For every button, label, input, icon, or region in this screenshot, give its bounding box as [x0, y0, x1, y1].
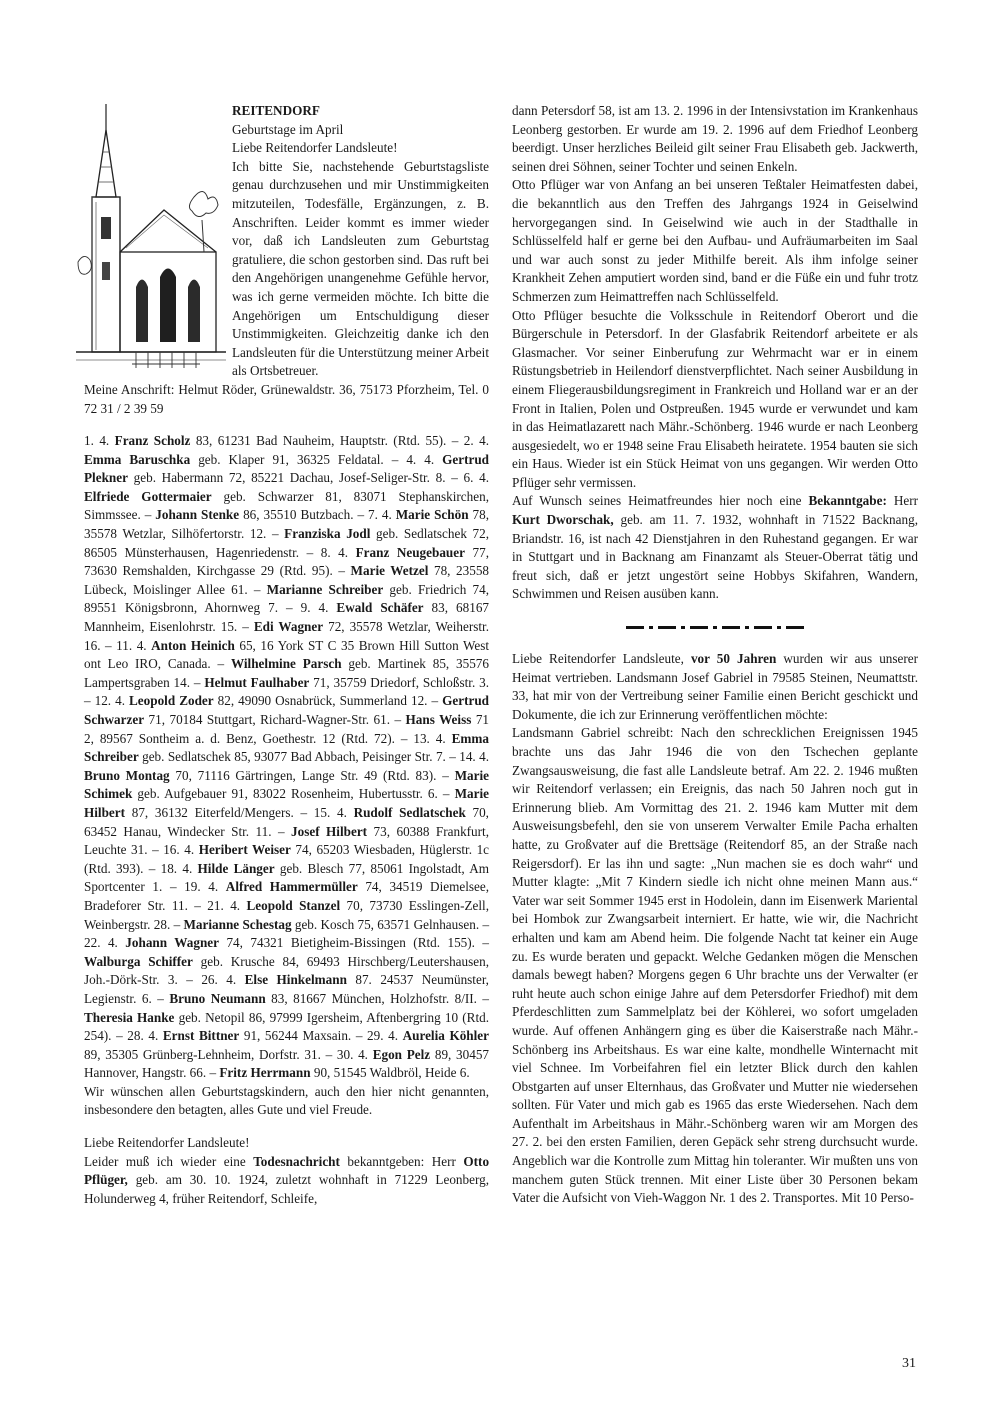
birthday-details: geb. Klaper 91, 36325 Feldatal.: [190, 451, 392, 467]
announcement-text-mid: Herr: [893, 493, 919, 509]
birthday-date: –: [442, 767, 455, 783]
birthday-name: Marie Hilbert: [84, 786, 489, 820]
birthday-date: –: [431, 693, 443, 709]
birthday-name: Aurelia Köhler: [402, 1028, 490, 1044]
birthday-name: Anton Heinich: [151, 637, 235, 653]
announcement-text-pre: Auf Wunsch seines Heimatfreundes hier noch eine: [512, 493, 802, 509]
obituary-text-mid: bekanntgeben: Herr: [347, 1153, 456, 1169]
birthday-date: – 30. 4.: [325, 1046, 373, 1062]
church-icon: [76, 102, 226, 372]
birthday-details: 83, 68167 Mannheim, Eisenlohrstr. 15.: [84, 600, 490, 635]
birthday-name: Leopold Zoder: [129, 693, 214, 709]
birthday-date: – 21. 4.: [194, 897, 247, 913]
birthday-details: 74, 74321 Bietigheim-Bissingen (Rtd. 155).: [219, 935, 483, 951]
birthday-details: geb. Kosch 75, 63571 Gelnhausen.: [291, 916, 483, 932]
birthday-date: – 19. 4.: [169, 879, 226, 895]
birthday-name: Ernst Bittner: [162, 1028, 240, 1044]
birthday-details: 74, 65203 Wiesbaden, Hüglerstr. 1c (Rtd. 393).: [84, 842, 490, 876]
left-column: [84, 102, 489, 1208]
obituary-continuation: dann Petersdorf 58, ist am 13. 2. 1996 in der Intensivstation im Krankenhaus Leonberg gestorben. Er wurde am 19. 2. 1996 auf dem Friedhof Leonberg beerdigt. Unser herzliches Beileid gilt seiner Frau Elisabeth geb. Jackwerth, seinen drei Söhnen, seiner Tochter und seinen Enkeln.: [512, 103, 918, 174]
birthday-date: –: [193, 674, 205, 690]
birthday-date: – 14. 4.: [449, 749, 490, 765]
birthday-details: 91, 56244 Maxsain.: [239, 1028, 356, 1044]
right-column: [512, 102, 918, 1208]
church-illustration: [76, 102, 226, 372]
birthday-name: Leopold Stanzel: [246, 897, 341, 913]
birthday-details: 78, 35578 Wetzlar, Silhöfertorstr. 12.: [84, 507, 489, 542]
birthday-date: – 6. 4.: [451, 470, 490, 486]
birthday-date: – 13. 4.: [400, 730, 452, 746]
birthday-date: – 29. 4.: [355, 1028, 403, 1044]
birthday-date: – 8. 4.: [306, 544, 356, 560]
birthday-name: Heribert Weiser: [198, 842, 291, 858]
contact-address: Meine Anschrift: Helmut Röder, Grünewaldstr. 36, 75173 Pforzheim, Tel. 0 72 31 / 2 39 59: [84, 381, 489, 416]
expulsion-report-paragraph: Landsmann Gabriel schreibt: Nach den schrecklichen Ereignissen 1945 brachte uns das Jahr 1946 die von den Tschechen geplante Zwangsausweisung, die fast alle Landsleute betraf. Am 22. 2. 1946 mußten wir Reitendorf verlassen; ein Ereignis, das nach 50 Jahren noch gut in Erinnerung blieb. Am Vormittag des 21. 2. 1946 kam Mutter mit dem Ausweisungsbefehl, den sie von unserem Verwalter Emile Pacha erhalten hatte, zu Großvater auf die Brettsäge (Reitendorf 85, an der Straße nach Reigersdorf). Er las ihn und sagte: „Nun machen sie es doch wahr“ und Mutter klagte: „Mit 7 Kindern siedle ich nicht ohne meinen Mann aus.“ Vater war seit Sommer 1945 erst in Hodolein, dann im Eisenwerk Mariental bei Hombok zur Zwangsarbeit interniert. Er hatte, wie wir, die Nachricht erhalten und kam am Abend heim. Die folgende Nacht tat keiner ein Auge zu. Es wurde beraten und gepackt. Welche Gedanken mögen die Menschen damals bewegt haben? Morgens gegen 6 Uhr brachte uns der Verwalter (er ruht heute auch schon einige Jahre auf dem Petersdorfer Friedhof) mit dem Pferdeschlitten zum Sammelplatz bei der Köhlerei, wo sofort umgeladen wurde. Auf offenen Anhängern ging es über die Kaiserstraße nach Mähr.-Schönberg ins Arbeitshaus. Es war eine kalte, mondhelle Winternacht mit viel Schnee. Im Vorbeifahren fiel ein letzter Blick durch den kahlen Obstgarten auf unser Elternhaus, das Großvater und Mutter nie wiedersehen sollten. Für Vater und mich gab es 1965 das erste Wiedersehen. Nach dem Aufenthalt im Arbeitshaus in Mähr.-Schönberg waren wir am Morgen des 27. 2. bei den ersten Familien, deren Gepäck sehr streng durchsucht wurde. Angeblich war die Kontrolle zum Mittag hin toleranter. Wir mußten uns von manchem guten Stück trennen. Mit einer Liste über 30 Personen bekam Vater die Aufsicht von Vieh-Waggon Nr. 1 des 2. Transportes. Mit 10 Perso-: [512, 725, 918, 1206]
birthday-details: 89, 30457 Hannover, Hangstr. 66.: [84, 1046, 490, 1081]
birthday-name: Marianne Schestag: [183, 916, 292, 932]
birthday-details: 83, 61231 Bad Nauheim, Hauptstr. (Rtd. 55).: [190, 433, 452, 449]
birthday-name: Johann Wagner: [125, 935, 219, 951]
birthday-date: –: [173, 916, 184, 932]
birthday-details: 65, 16 York ST C 35 Brown Hill Sutton West ont Leo IRO, Canada.: [84, 637, 490, 672]
birthday-name: Egon Pelz: [372, 1046, 431, 1062]
expulsion-keyword: vor 50 Jahren: [690, 651, 777, 667]
birthday-name: Franz Neugebauer: [355, 544, 465, 560]
birthday-date: – 12. 4.: [84, 693, 130, 709]
birthday-date: – 28. 4.: [116, 1028, 163, 1044]
wishes-paragraph: Wir wünschen allen Geburtstagskindern, auch den hier nicht genannten, insbesondere den betagten, alles Gute und viel Freude.: [84, 1083, 489, 1118]
birthday-details: 82, 49090 Osnabrück, Summerland 12.: [213, 693, 432, 709]
birthday-details: 71 2, 89567 Sontheim a. d. Benz, Goethestr. 12 (Rtd. 72).: [84, 712, 490, 746]
birthday-name: Franziska Jodl: [284, 526, 371, 542]
birthday-name: Hans Weiss: [405, 712, 472, 727]
birthday-name: Helmut Faulhaber: [204, 674, 310, 690]
birthday-details: geb. Aufgebauer 91, 83022 Rosenheim, Hubertusstr. 6.: [132, 786, 443, 802]
birthday-date: –: [253, 581, 267, 597]
birthday-name: Hilde Länger: [197, 860, 275, 876]
expulsion-text-post: wurden wir aus unserer Heimat vertrieben. Landsmann Josef Gabriel in 79585 Steinen, Neumattstr. 33, hat mir von der Vertreibung seiner Familie einen Bericht geschickt und Dokumente, die ich zur Erinnerung veröffentlichen möchte:: [512, 651, 919, 722]
announcement-keyword: Bekanntgabe:: [808, 493, 887, 509]
birthday-name: Emma Baruschka: [84, 451, 191, 467]
birthday-details: 70, 73730 Esslingen-Zell, Weinbergstr. 28.: [84, 897, 489, 932]
birthday-date: 1. 4.: [84, 433, 115, 449]
intro-paragraph: Ich bitte Sie, nachstehende Geburtstagsliste genau durchzusehen und mir Unstimmigkeiten mitzuteilen, Todesfälle, Ergänzungen, z. B. Anschriften. Leider kommt es immer wieder vor, daß ich Landsleuten zum Geburtstag gratuliere, die schon gestorben sind. Das ruft bei den Angehörigen unangenehme Gefühle hervor, was ich gerne vermeiden möchte. Ich bitte die Angehörigen um Entschuldigung dieser Unstimmigkeiten. Gleichzeitig danke ich den Landsleuten für die Unterstützung meiner Arbeit als Ortsbetreuer.: [232, 158, 489, 379]
birthday-name: Marianne Schreiber: [266, 581, 384, 597]
birthday-name: Rudolf Sedlatschek: [353, 804, 466, 820]
announcement-paragraph: [512, 492, 918, 604]
birthday-details: 83, 81667 München, Holzhofstr. 8/II.: [265, 990, 483, 1006]
obituary-keyword: Todesnachricht: [253, 1153, 340, 1169]
obituary-text-post: geb. am 30. 10. 1924, zuletzt wohnhaft in 71229 Leonberg, Holunderweg 4, früher Reitendorf, Schleife,: [84, 1172, 490, 1206]
birthday-date: – 9. 4.: [286, 600, 337, 616]
birthday-date: –: [144, 507, 156, 523]
birthday-details: geb. Schwarzer 81, 83071 Stephanskirchen, Simmssee.: [84, 488, 489, 523]
birthday-details: 73, 60388 Frankfurt, Leuchte 31.: [84, 823, 489, 858]
birthday-date: – 26. 4.: [186, 972, 245, 988]
birthday-date: – 16. 4.: [152, 842, 199, 858]
birthday-name: Marie Schimek: [84, 767, 489, 802]
birthday-date: –: [217, 656, 231, 672]
birthday-details: 70, 63452 Hanau, Windecker Str. 11.: [84, 804, 489, 839]
birthday-details: 87. 24537 Neumünster, Legienstr. 6.: [84, 972, 489, 1006]
birthday-name: Walburga Schiffer: [84, 953, 193, 969]
birthday-details: geb. Blesch 77, 85061 Ingolstadt, Am Sportcenter 1.: [84, 860, 489, 895]
expulsion-text-pre: Liebe Reitendorfer Landsleute,: [512, 651, 684, 667]
birthday-date: –: [482, 990, 490, 1006]
heimatfeste-paragraph: Otto Pflüger war von Anfang an bei unseren Teßtaler Heimatfesten dabei, die bekanntlich aus den Treffen des Jahrgangs 1924 in Geiselwind hervorgegangen sind. In Geiselwind wie auch in der Stadthalle in Schlüsselfeld half er gerne bei den Aufbau- und Aufräumarbeiten im Saal und war auch sonst zu jeder Mithilfe bereit. Als ihm infolge seiner Krankheit Zehen amputiert worden sind, band er die Füße ein und fuhr trotz Schmerzen zum Heimattreffen nach Schlüsselfeld.: [512, 177, 918, 304]
biography-paragraph: Otto Pflüger besuchte die Volksschule in Reitendorf Oberort und die Bürgerschule in Petersdorf. In der Glasfabrik Reitendorf arbeitete er als Glasmacher. Vor seiner Einberufung zur Wehrmacht war er in einem Rüstungsbetrieb in Heilendorf dienstverpflichtet. Nach seiner Ausbildung in einem Fliegerausbildungsregiment in Frankreich und Holland war er an der Front in Italien, Polen und Ostpreußen. 1945 wurde er verwundet und kam in das Heimatlazarett nach Mähr.-Schönberg. 1946 wurde er nach Leonberg ausgesiedelt, wo er 1948 seine Frau Elisabeth heiratete. 1954 bauten sie sich ein Haus. Wieder ist ein Stück Heimat von uns gegangen. Wir werden Otto Pflüger sehr vermissen.: [512, 307, 918, 490]
birthday-date: –: [271, 526, 285, 542]
birthday-name: Fritz Herrmann: [219, 1065, 311, 1081]
birthday-details: geb. Sedlatschek 72, 86505 Münsterhausen, Hagenriedenstr.: [84, 526, 490, 560]
birthday-date: –: [157, 990, 170, 1006]
birthday-date: –: [209, 1065, 220, 1081]
birthday-name: Marie Schön: [395, 507, 469, 523]
birthday-name: Johann Stenke: [155, 507, 240, 523]
announcement-name: Kurt Dworschak,: [512, 512, 614, 528]
obituary-greeting: Liebe Reitendorfer Landsleute!: [84, 1135, 250, 1151]
birthday-date: – 2. 4.: [451, 433, 490, 449]
birthday-name: Else Hinkelmann: [244, 972, 347, 988]
section-divider: [512, 622, 918, 632]
birthday-details: 71, 70184 Stuttgart, Richard-Wagner-Str. 61.: [144, 712, 395, 727]
birthday-details: 72, 35578 Wetzlar, Weiherstr. 16.: [84, 619, 490, 653]
expulsion-intro-paragraph: [512, 650, 918, 724]
birthday-details: geb. Friedrich 74, 89551 Königsbronn, Ahornweg 7.: [84, 581, 489, 616]
birthday-name: Gertrud Plekner: [84, 451, 490, 486]
birthday-name: Wilhelmine Parsch: [230, 656, 342, 672]
birthday-date: – 22. 4.: [84, 916, 490, 951]
birthday-details: 74, 34519 Diemelsee, Bradeforer Str. 11.: [84, 879, 489, 913]
birthday-list: [84, 432, 489, 1083]
birthday-date: – 7. 4.: [357, 507, 396, 523]
birthday-details: 87, 36132 Eiterfeld/Mengers.: [125, 804, 301, 820]
birthday-name: Ewald Schäfer: [336, 600, 424, 616]
birthday-details: geb. Sedlatschek 85, 93077 Bad Abbach, Peisinger Str. 7.: [138, 749, 450, 765]
intro-line-1: Geburtstage im April: [232, 121, 344, 137]
intro-line-2: Liebe Reitendorfer Landsleute!: [232, 140, 398, 156]
birthday-name: Elfriede Gottermaier: [84, 488, 212, 504]
birthday-details: 70, 71116 Gärtringen, Lange Str. 49 (Rtd. 83).: [169, 767, 443, 783]
section-heading: REITENDORF: [232, 103, 320, 118]
birthday-details: 77, 73630 Remshalden, Kirchgasse 29 (Rtd. 95).: [84, 544, 490, 579]
birthday-name: Marie Wetzel: [350, 563, 429, 579]
announcement-text-post: geb. am 11. 7. 1932, wohnhaft in 71522 Backnang, Briandstr. 16, ist nach 42 Dienstjahren in den Ruhestand gegangen. Er war in Stuttgart und in Backnang am Finanzamt als Steuer-Oberrat tätig und freut sich, daß er jetzt ungestört seine Hobbys Skifahren, Wandern, Schwimmen und Reisen ausüben kann.: [512, 512, 918, 602]
birthday-details: 86, 35510 Butzbach.: [239, 507, 358, 523]
birthday-details: 90, 51545 Waldbröl, Heide 6.: [310, 1065, 470, 1081]
birthday-date: –: [338, 563, 351, 579]
obituary-paragraph: [84, 1153, 489, 1209]
birthday-name: Theresia Hanke: [84, 1009, 175, 1025]
obituary-text-pre: Leider muß ich wieder eine: [84, 1153, 246, 1169]
birthday-details: geb. Habermann 72, 85221 Dachau, Josef-Seliger-Str. 8.: [127, 470, 452, 486]
birthday-date: – 4. 4.: [391, 451, 443, 467]
birthday-name: Josef Hilbert: [291, 823, 368, 839]
birthday-name: Alfred Hammermüller: [225, 879, 358, 895]
birthday-details: 89, 35305 Grünberg-Lehnheim, Dorfstr. 31.: [84, 1046, 326, 1062]
birthday-date: –: [394, 712, 406, 727]
birthday-details: geb. Krusche 84, 69493 Hirschberg/Leutershausen, Joh.-Dörk-Str. 3.: [84, 953, 489, 988]
birthday-name: Bruno Montag: [84, 767, 170, 783]
birthday-name: Gertrud Schwarzer: [84, 693, 489, 727]
birthday-name: Franz Scholz: [114, 433, 191, 449]
birthday-date: – 18. 4.: [148, 860, 198, 876]
page-number: 31: [902, 1356, 916, 1371]
birthday-name: Bruno Neumann: [169, 990, 266, 1006]
birthday-date: – 11. 4.: [105, 637, 152, 653]
birthday-date: –: [482, 935, 490, 951]
birthday-date: –: [277, 823, 292, 839]
birthday-date: – 15. 4.: [300, 804, 354, 820]
birthday-name: Emma Schreiber: [84, 730, 489, 765]
birthday-date: –: [242, 619, 254, 635]
obituary-name: Otto Pflüger,: [84, 1153, 490, 1188]
birthday-details: 71, 35759 Driedorf, Schloßstr. 3.: [309, 674, 489, 690]
birthday-details: 78, 23558 Lübeck, Moislinger Allee 61.: [84, 563, 490, 597]
birthday-date: –: [442, 786, 455, 802]
birthday-details: geb. Martinek 85, 35576 Lampertsgraben 14.: [84, 656, 489, 690]
birthday-name: Edi Wagner: [253, 619, 324, 635]
birthday-details: geb. Netopil 86, 97999 Igersheim, Aftenbergring 10 (Rtd. 254).: [84, 1009, 490, 1044]
